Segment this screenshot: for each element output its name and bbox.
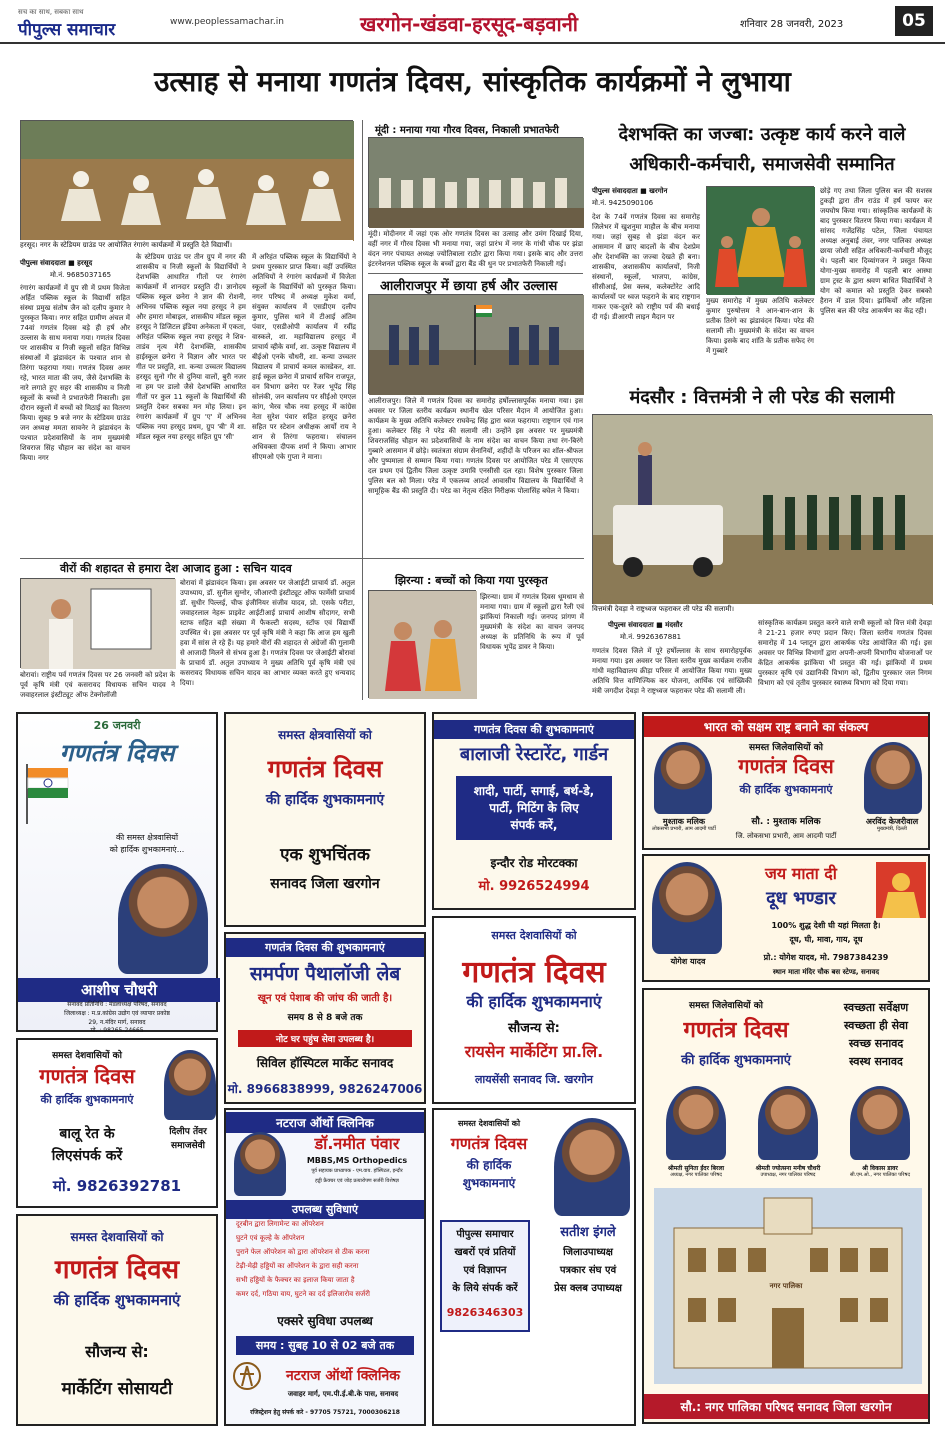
story-column: गणतंत्र दिवस जिले में पूरे हर्षोल्लास के साथ समारोहपूर्वक मनाया गया। इस अवसर पर जिला स्तरीय मुख्य कार्यक्रम राजीव गांधी महाविद्यालय क्रीड़ा परिसर में आयोजित किया गया। मुख्य अतिथि वित्त वाणिज्यिक कर योजना, आर्थिक एवं सांख्यिकी मंत्री जगदीश देवड़ा ने राष्ट्रध्वज फहराकर परेड की सलामी ली। [592, 647, 752, 695]
ad-line: 100% शुद्ध देशी घी यहां मिलता है। [771, 921, 881, 930]
ad-title: गणतंत्र दिवस [450, 1134, 528, 1153]
ad-line: सनावद जिला खरगोन [270, 876, 380, 892]
ad-line: शुभकामनाएं [462, 1176, 516, 1190]
ad-script-title: गणतंत्र दिवस [59, 738, 175, 767]
parade-salute-photo [592, 414, 932, 604]
ad-line: की हार्दिक शुभकामनाएं [739, 783, 833, 796]
ad-mobile: मो. 9926524994 [478, 879, 590, 894]
ad-person-name: श्रीमती ज्योत्सना मनीष चौधरी [755, 1165, 821, 1172]
ad-title: गणतंत्र दिवस [683, 1018, 789, 1043]
ad-info: सनावद प्रतिनिधि : मंडलाध्यक्ष परिषद, सनावद [67, 1001, 167, 1008]
ad-person-name: मुश्ताक मलिक [662, 817, 706, 826]
ad-aap [642, 712, 930, 850]
ad-line: की हार्दिक शुभकामनाएं [40, 1093, 134, 1106]
ad-title: रायसेन मार्केटिंग प्रा.लि. [464, 1042, 604, 1061]
ad-line: प्रो.: योगेश यादव, मो. 7987384239 [763, 953, 889, 962]
ad-line: पीपुल्स समाचार [456, 1229, 514, 1240]
ad-feature: पुराने फेल ऑपरेशन को द्वारा ऑपरेशन से ठीक करना [236, 1248, 370, 1256]
ad-line: एक शुभचिंतक [280, 845, 370, 865]
ad-person-name: श्री विकास डावर [862, 1165, 898, 1172]
reporter-byline: पीपुल्स संवाददाता ■ हरसूद [20, 259, 93, 267]
ad-line: नोट घर पहुंच सेवा उपलब्ध है। [238, 1030, 412, 1047]
ad-line: समस्त देशवासियों को [491, 929, 577, 942]
portrait-image [654, 742, 712, 814]
nataraja-logo-icon [232, 1360, 262, 1392]
ad-line: की हार्दिक शुभकामनाएं [265, 792, 385, 808]
ad-line: सौ. : मुश्ताक मलिक [751, 817, 821, 827]
portrait-image [666, 1086, 726, 1160]
ad-line: गणतंत्र दिवस की शुभकामनाएं [226, 938, 424, 957]
ad-feature: टेढ़ी-मेढ़ी हड्डियों का ऑपरेशन के द्वारा सही करना [236, 1262, 359, 1270]
ad-line: स्वच्छता सर्वेक्षण [843, 1001, 909, 1014]
story-subhead: झिरन्या : बच्चों को किया गया पुरस्कृत [395, 574, 548, 587]
ad-line: नटराज ऑर्थो क्लिनिक [226, 1112, 424, 1133]
ad-name: आशीष चौधरी [18, 978, 220, 1002]
section-title: खरगोन-खंडवा-हरसूद-बड़वानी [360, 12, 578, 36]
award-scene-icon [369, 591, 477, 699]
ad-line: पूर्व सहायक प्राध्यापक - एम.वाय. हॉस्पिटल, इन्दौर [311, 1168, 403, 1174]
jeep-parade-icon [593, 415, 933, 605]
portrait-image [554, 1118, 630, 1216]
story-column: के स्टेडियम ग्राउंड पर तीन ग्रुप में नगर की शासकीय व निजी स्कूलों के विद्यार्थियों ने देशभक्ति आधारित गीतों पर रंगारंग कार्यक्रमों में शानदार प्रस्तुति दी। ज्ञानोदय पब्लिक स्कूल छनेरा ने ज्ञान की रोशनी, अभिनव पब्लिक स्कूल नया हरसूद ने हम और हमारा मोबाइल, शासकीय मॉडल स्कूल हरसूद ने डिजिटल इंडिया अनेकता में एकता, अरिहंत पब्लिक स्कूल नया हरसूद ने शिव-ताडंव नृत्य मेरी देशभक्ति, शासकीय हाईस्कूल छनेरा ने विज्ञान और भारत पर गीत पर प्रस्तुति, शा. कन्या उच्चतर विद्यालय हरसूद सुनो गौर से दुनिया वालों, बुरी नजर ना हम पर डालो जैसे देशभक्ति आधारित गीतों पर कुल 11 स्कूलों के विद्यार्थियों की प्रस्तुति देकर सबका मन मोह लिया। इन रंगारंग कार्यक्रमों में ग्रुप 'ए' में अभिनव पब्लिक नया हरसूद प्रथम, ग्रुप 'बी' में शा. मॉडल स्कूल नया हरसूद सहित ग्रुप 'सी' [136, 253, 246, 441]
reporter-byline: पीपुल्स संवाददाता ■ मंदसौर [608, 621, 683, 629]
story-subhead: मूंदी : मनाया गया गौरव दिवस, निकाली प्रभातफेरी [375, 125, 559, 136]
ad-line: हड्डी फ्रैक्चर एवं जोड़ प्रत्यारोपण सर्जरी विशेषज्ञ [315, 1178, 399, 1184]
ad-satish-ingle [432, 1108, 636, 1426]
ad-person-role: मुख्यमंत्री, दिल्ली [877, 826, 907, 832]
ad-greeting: की समस्त क्षेत्रवासियों [115, 833, 179, 842]
ad-line: गणतंत्र दिवस की शुभकामनाएं [434, 720, 634, 739]
photo-caption: वित्तमंत्री देवड़ा ने राष्ट्रध्वज फहराकर ली परेड की सलामी। [592, 604, 932, 614]
ad-person-name: श्रीमती सुनिता ईंदर बिरला [667, 1165, 725, 1172]
ad-person-role: लोकसभा प्रभारी, आम आदमी पार्टी [652, 826, 716, 832]
ad-line: सिविल हॉस्पिटल मार्केट सनावद [256, 1056, 394, 1070]
story-subhead: वीरों की शहादत से हमारा देश आजाद हुआ : सचिन यादव [60, 562, 292, 575]
ad-title: गणतंत्र दिवस [39, 1064, 135, 1088]
reporter-mobile: मो.नं. 9425090106 [592, 199, 654, 207]
ad-person-name: सतीश इंगले [560, 1225, 616, 1240]
ad-line: MBBS,MS Orthopedics [306, 1156, 408, 1165]
goddess-image-icon [876, 862, 926, 918]
ad-line: स्वच्छता ही सेवा [843, 1019, 909, 1032]
portrait-image [118, 864, 208, 974]
ad-feature: कमर दर्द, गठिया वाय, घुटने का दर्द इलिजारोव सर्जरी [236, 1290, 370, 1298]
dance-troupe-photo [706, 186, 814, 294]
ad-person-role: सी.एम.ओ., नगर पालिका परिषद [850, 1172, 910, 1178]
section-divider [368, 273, 583, 274]
ad-person-role: पत्रकार संघ एवं [559, 1265, 617, 1276]
story-column: सांस्कृतिक कार्यक्रम प्रस्तुत करने वाले सभी स्कूलों को वित्त मंत्री देवड़ा ने 21-21 हजार रुपए प्रदान किए। जिला स्तरीय गणतंत्र दिवस समारोह में 14 प्लाटून द्वारा आकर्षक परेड आयोजित की गई। इस अवसर पर विभिन्न विभागों द्वारा अपनी-अपनी विभागीय योजनाओं पर केंद्रित आकर्षक झांकिया भी प्रस्तुत की गई। झांकियों में प्रथम पुरस्कार कृषि एवं उद्यानिकी विभाग को, द्वितीय पुरस्कार जल निगम विभाग को एवं तृतीय पुरस्कार स्वास्थ्य विभाग को दिया गया। [758, 619, 932, 687]
ad-natraj-ortho [224, 1108, 426, 1426]
ad-line: एवं विज्ञापन [463, 1265, 507, 1276]
story-column: छोड़े गए तथा जिला पुलिस बल की सशस्त्र टुकड़ी द्वारा तीन राउंड में हर्ष फायर कर जयघोष किया गया। सांस्कृतिक कार्यक्रमों के बाद पुरस्कार वितरण किया गया। कार्यक्रम में सांसद गजेंद्रसिंह पटेल, जिला पंचायत अध्यक्ष अनुबाई तंवर, नगर पालिका अध्यक्ष छाया जोशी सहित अधिकारी-कर्मचारी मौजूद थे। पहली बार दिव्यांगजन ने प्रस्तुत किया योगा-मुख्य समारोह में पहली बार आस्था ग्राम ट्रस्ट के द्वारा श्रवण बाधित विद्यार्थियों ने योग को कमाल को प्रस्तुति देकर सबको हैरान में डाल दिया। झांकियों और महिला पुलिस बल की परेड आकर्षण का केंद्र रही। [820, 187, 932, 315]
procession-icon [369, 138, 584, 228]
ad-line: एक्सरे सुविधा उपलब्ध [277, 1314, 373, 1328]
ad-address: जवाहर मार्ग, एम.पी.ई.बी.के पास, सनावद [287, 1390, 399, 1398]
ad-line: इन्दौर रोड मोरटक्का [490, 856, 578, 870]
ad-mobile: मो. : 98265-24665 [90, 1027, 144, 1034]
ad-title: दूध भण्डार [766, 888, 836, 909]
logo-text: पीपुल्स समाचार [18, 20, 116, 40]
ad-mobile: 9826346303 [446, 1306, 524, 1319]
ad-person-name: दिलीप तेंवर [169, 1127, 207, 1137]
story-subhead: आलीराजपुर में छाया हर्ष और उल्लास [380, 279, 558, 294]
ad-line: खून एवं पेशाब की जांच की जाती है। [257, 993, 393, 1004]
story-column: बोरावां में झंडावंदन किया। इस अवसर पर जेआईटी प्राचार्य डॉ. अतुल उपाध्याय, डॉ. सुनील सुग्नोर, जीआरपी इंस्टीट्यूट ऑफ फार्मेसी प्राचार्य डॉ. सुधीर पिल्लई, चीफ इंजीनियर संजीव यादव, प्रो. एसके परीटा, जवाहरलाल नेहरू प्राइवेट आईटीआई प्राचार्य आशीष सौदागर, सभी स्टाफ सहित बड़ी संख्या में फैकल्टी सदस्य, स्टॉफ एवं विद्यार्थी उपस्थित थे। इस अवसर पर पूर्व कृषि मंत्री ने कहा कि आज हम खुली हवा में सांस ले रहे हैं। यह हमारे वीरों की शहादत से अंग्रेजों की गुलामी से आजादी मिलने से संभव हुआ है। गणतंत्र दिवस पर जेआईटी बोरावां के प्राचार्य डॉ. अतुल उपाध्याय ने मुख्य अतिथि पूर्व कृषि मंत्री एवं कसरावद विधायक सचिन यादव का आभार व्यक्त करते हुए धन्यवाद दिया। [180, 579, 355, 687]
ad-line: लिएसंपर्क करें [51, 1148, 123, 1164]
ad-marketing-society [16, 1214, 218, 1426]
story-text: आलीराजपुर। जिले में गणतंत्र दिवस का समारोह हर्षोल्लासपूर्वक मनाया गया। इस अवसर पर जिला स्तरीय कार्यक्रम स्थानीय खेल परिसर मैदान में आयोजित हुआ। कार्यक्रम के मुख्य अतिथि कलेक्टर राघवेन्द्र सिंह द्वारा ध्वज फहराया। राष्ट्रगान एवं गान हुआ। कलेक्टर सिंह ने परेड की सलामी ली। उन्होंने इस अवसर पर मुख्यमंत्री शिवराजसिंह चौहान का प्रदेशवासियों के नाम संदेश का वाचन किया तथा रंग-बिरंगे गुब्बारे आसमान में छोड़े। स्वतंत्रता संग्राम सेनानियों, शहीदों के परिजन का शॉल-श्रीफल और पुष्पमाला से सम्मान किया गया। गणतंत्र दिवस पर आयोजित परेड में एसएएफ दल प्रथम एवं द्वितीय जिला उत्कृष्ट उमावि एनसीसी दल रहा। विशेष पुरस्कार जिला पुलिस बल को मिला। परेड में एकलव्य आदर्श आवासीय विद्यालय के विद्यार्थियों ने सामूहिक बैंड की प्रस्तुति दी। परेड का नेतृत्व रक्षित निरीक्षक पोलासिंह बघेल ने किया। [368, 397, 583, 495]
story-column: मुख्य समारोह में मुख्य अतिथि कलेक्टर कुमार पुरुषोत्तम ने आन-बान-शान के प्रतीक तिरंगे का झंडावंदन किया। परेड की सलामी ली। मुख्यमंत्री के संदेश का वाचन किया। इसके बाद शांति के प्रतीक सफेद रंग में गुब्बारे [706, 297, 814, 355]
ad-line: दूध, घी, मावा, गाय, दूध [789, 935, 863, 944]
ad-title: गणतंत्र दिवस [267, 755, 383, 783]
ad-line: की हार्दिक शुभकामनाएं [681, 1053, 791, 1068]
ad-line: समय 8 से 8 बजे तक [287, 1013, 363, 1023]
story-column: रंगारंग कार्यक्रमों में ग्रुप सी में प्रथम विजेता अर्हित पब्लिक स्कूल के विद्यार्थी सहित संस्था प्रमुख संतोष जैन को दलीप कुमार ने पुरस्कृत किया। नगर सहित ग्रामीण अंचल में 74वां गणतंत्र दिवस बड़े ही हर्ष और उल्लास के साथ मनाया गया। गणतंत्र दिवस पर शासकीय व निजी स्कूलों सहित विभिन्न संस्थाओं में झंडावंदन के पश्चात शान से तिरंगा फहराया गया। गणतंत्र दिवस अमर रहे, भारत माता की जय, जैसे देशभक्ति के नारे लगाते हुए सहर की शासकीय व निजी स्कूलों के बच्चों ने प्रभातफेरी निकाली। इस दौरान स्कूलों में बच्चों को मिठाई का वितरण किया। सुबह 9 बजे नगर के स्टेडियम ग्राउंड जन अध्यक्ष ममता सावनेर ने झंडावंदन के पश्चात प्रदेशवासियों के नाम मुख्यमंत्री शिवराज सिंह चौहान का संदेश का वाचन किया। नगर [20, 284, 130, 462]
reporter-mobile: मो.नं. 9685037165 [50, 271, 112, 279]
parade-icon [369, 295, 584, 395]
dance-performance-photo [20, 120, 353, 240]
ad-line: सौजन्य से: [85, 1342, 149, 1361]
ad-line: समस्त जिलेवासियों को [688, 1001, 764, 1011]
ad-person-name: अरविंद केजरीवाल [865, 817, 919, 826]
ad-person-role: प्रेस क्लब उपाध्यक्ष [554, 1283, 622, 1294]
ad-title: समर्पण पैथालॉजी लेब [249, 963, 401, 985]
ad-title: जय माता दी [765, 864, 837, 883]
flag-hoisting-photo [368, 294, 583, 394]
section-divider [20, 558, 584, 559]
ad-title: गणतंत्र दिवस [738, 754, 834, 778]
ad-line: संपर्क करें, [510, 818, 558, 832]
ad-line: स्वस्थ सनावद [849, 1055, 903, 1068]
ad-title: गणतंत्र दिवस [54, 1255, 180, 1285]
ad-jay-mata-di [642, 854, 930, 982]
ad-feature: सभी हड्डियों के फैक्चर का इलाज किया जाता है [236, 1276, 355, 1284]
ad-line: समस्त जिलेवासियों को [748, 743, 824, 753]
main-headline: उत्साह से मनाया गणतंत्र दिवस, सांस्कृतिक कार्यक्रमों ने लुभाया [154, 65, 791, 98]
ad-line: बालू रेत के [59, 1126, 115, 1142]
tricolour-flag-icon [24, 764, 70, 824]
building-signboard: नगर पालिका [769, 1282, 803, 1290]
ad-mobile: रजिस्ट्रेशन हेतु संपर्क करे - 97705 75721, 7000306218 [250, 1409, 400, 1416]
ad-line: की हार्दिक शुभकामनाएं [466, 992, 602, 1011]
reporter-mobile: मो.नं. 9926367881 [620, 633, 682, 641]
ad-line: समस्त क्षेत्रवासियों को [278, 728, 372, 742]
ad-person-role: उपाध्यक्ष, नगर पालिका परिषद [760, 1172, 816, 1178]
ad-title: बालाजी रेस्टारेंट, गार्डन [459, 744, 609, 765]
ad-line: की हार्दिक शुभकामनाएं [53, 1291, 181, 1309]
story-column: देश के 74वें गणतंत्र दिवस का समारोह जिलेभर में खुशनुमा माहौल के बीच मनाया गया। जहां सुबह से झंडा वंदन कर आसमान में छाए बादलों के बीच देशप्रेम और देशभक्ति का जज्बा देखते ही बना। शासकीय, अशासकीय कार्यालयों, निजी संस्थानों, स्कूलों, भाजपा, कांग्रेस, सीसीआई, प्रेस क्लब, कलेक्टोरेट आदि कार्यालयों पर ध्वज फहराने के बाद राष्ट्रगान गाकर एक-दूसरे को राष्ट्रीय पर्व की बधाई दी गई। डीआरपी लाइन मैदान पर [592, 213, 700, 321]
portrait-image [652, 862, 722, 954]
website-url: www.peoplessamachar.in [170, 17, 284, 27]
ad-mobile: मो. 9826392781 [52, 1177, 182, 1195]
ad-date: 26 जनवरी [93, 719, 141, 732]
ad-title: गणतंत्र दिवस [462, 955, 606, 990]
ad-mobile: मो. 8966838999, 9826247006 [227, 1082, 423, 1096]
photo-caption: बोरावां। राष्ट्रीय पर्व गणतंत्र दिवस पर 26 जनवरी को प्रदेश के पूर्व कृषि मंत्री एवं कसरावद विधायक सचिन यादव ने जवाहरलाल इंस्टीट्यूट ऑफ टेक्नोलॉजी [20, 671, 175, 699]
portrait-image [850, 1086, 910, 1160]
ad-line: समस्त देशवासियों को [52, 1051, 122, 1061]
ad-title: डॉ.नमीत पंवार [314, 1134, 400, 1153]
ad-person-role: अध्यक्ष, नगर पालिका परिषद [670, 1172, 722, 1178]
ad-dilip-tenwar [16, 1038, 218, 1208]
dance-scene-icon [21, 121, 354, 241]
issue-date: शनिवार 28 जनवरी, 2023 [740, 19, 844, 30]
portrait-image [234, 1132, 286, 1196]
ad-line: भारत को सक्षम राष्ट्र बनाने का संकल्प [644, 716, 928, 737]
story-text: मूंदी। मोदीनगर में जहां एक ओर गणतंत्र दिवस का उत्साह और उमंग दिखाई दिया, वहीं नगर में गौरव दिवस भी मनाया गया, जहां प्रारंभ में नगर के गांधी चौक पर झंडा वंदन नगर पंचायत अध्यक्ष ज्योतिबाला राठौर द्वारा किया गया। इसके बाद और उत्तरा इंटरनेशनल पब्लिक स्कूल के बच्चों द्वारा बैंड की धुन पर प्रभातफेरी निकाली गई। [368, 230, 583, 268]
ad-person-name: योगेश यादव [670, 957, 706, 966]
ad-balaji-restaurant [432, 712, 636, 910]
ad-feature: घुटने एवं कूल्हे के ऑपरेशन [236, 1234, 305, 1242]
ad-line: के लिये संपर्क करें [452, 1283, 518, 1294]
ad-banner [456, 776, 612, 840]
masthead [0, 0, 945, 44]
ad-person-role: समाजसेवी [171, 1141, 205, 1151]
ad-info: जिलाध्यक्ष : म.प्र.कांग्रेस उद्योग एवं व्यापार प्रकोष्ठ [64, 1010, 170, 1017]
photo-caption: हरसूद। नगर के स्टेडियम ग्राउंड पर आयोजित रंगारंग कार्यक्रमों में प्रस्तुति देते विद्यार्थी। [20, 240, 353, 250]
ad-line: समय : सुबह 10 से 02 बजे तक [236, 1336, 414, 1355]
ad-line: शादी, पार्टी, सगाई, बर्थ-डे, [473, 784, 595, 798]
ad-line: की हार्दिक [466, 1158, 512, 1172]
ad-footer: सौ.: नगर पालिका परिषद सनावद जिला खरगोन [644, 1394, 928, 1419]
award-photo [368, 590, 476, 698]
ad-line: समस्त देशवासियों को [457, 1119, 521, 1128]
ad-address: 29, न.मंदिर मार्ग, सनावद [88, 1019, 146, 1026]
story-headline: मंदसौर : वित्तमंत्री ने ली परेड की सलामी [629, 387, 895, 408]
ad-raysen-marketing [432, 916, 636, 1104]
ad-line: उपलब्ध सुविधाएं [226, 1200, 424, 1219]
newspaper-logo [18, 8, 115, 40]
ad-line: खबरों एवं प्रतियों [454, 1247, 516, 1258]
ad-feature: दूरबीन द्वारा लिगामेन्ट का ऑपरेशन [236, 1220, 324, 1228]
story-text: झिरन्या। ग्राम में गणतंत्र दिवस धूमधाम से मनाया गया। ग्राम में स्कूलों द्वारा रैली एवं झांकियां निकाली गई। जनपद प्रांगण में मुख्यमंत्री के संदेश का वाचन जनपद अध्यक्ष के प्रतिनिधि के रूप में पूर्व विधायक भूपेंद्र डावर ने किया। [480, 593, 584, 651]
story-headline: देशभक्ति का जज्बा: उत्कृष्ट कार्य करने वाले अधिकारी-कर्मचारी, समाजसेवी सम्मानित [618, 124, 906, 175]
portrait-image [758, 1086, 818, 1160]
ad-samarpan-pathology [224, 932, 426, 1104]
ad-greeting: को हार्दिक शुभकामनाएं... [109, 845, 185, 854]
tribute-scene-icon [21, 579, 176, 669]
ad-line: पार्टी, मिटिंग के लिए [489, 801, 579, 815]
ad-title: नटराज ऑर्थो क्लिनिक [285, 1368, 401, 1384]
ad-shubhchintak [224, 712, 426, 927]
ad-ashish-choudhary [16, 712, 218, 1032]
ad-line: स्थान माता मंदिर चौक बस स्टेण्ड, सनावद [772, 968, 880, 976]
ad-line: स्वच्छ सनावद [848, 1037, 904, 1050]
page-number: 05 [895, 6, 933, 36]
ad-line: जि. लोकसभा प्रभारी, आम आदमी पार्टी [735, 832, 837, 840]
ad-line: सौजन्य से: [508, 1021, 560, 1036]
portrait-image [164, 1050, 216, 1120]
ad-person-role: जिलाउपाध्यक्ष [563, 1247, 613, 1258]
ad-title: मार्केटिंग सोसायटी [61, 1379, 173, 1399]
folk-dancers-icon [707, 187, 815, 295]
column-divider [362, 570, 363, 700]
portrait-image [864, 742, 922, 814]
reporter-byline: पीपुल्स संवाददाता ■ खरगोन [592, 187, 668, 195]
ad-line: समस्त देशवासियों को [70, 1230, 164, 1244]
ad-nagar-palika [642, 988, 930, 1424]
story-column: में अरिहंत पब्लिक स्कूल के विद्यार्थियों ने प्रथम पुरस्कार प्राप्त किया। वहीं उपस्थित अतिथियों ने रंगारंग कार्यक्रमों में विजेता स्कूलों के विद्यार्थियों को पुरस्कृत किया। नगर परिषद में अध्यक्ष मुकेश वर्मा, संयुक्त कार्यालय में एसडीएम दलीप कुमार, पुलिस थाने में टीआई अंतिम पंवार, एसडीओपी कार्यालय में रवींद्र वास्कले, शा. महाविद्यालय हरसूद में प्राचार्य व्हीके वर्मा, शा. उत्कृष्ट विद्यालय में बीईओ एनके चौधरी, शा. कन्या उच्चतर विद्यालय में प्राचार्य कमल कास्डेकर, शा. हाई स्कूल छनेरा में प्राचार्य सचिन राजपूत, वन विभाग छनेरा पर रेंजर भूपेंद्र सिंह सोलंकी, जन कार्यालय पर सीईओ एमएल कांग, भैरव चौक नया हरसूद में कांग्रेस नेता सुरेश पंवार सहित हरसूद छनेरा सहित पर स्टेशन अधीक्षक आर्यो राय ने शान से तिरंगा फहराया। संचालन अधिवक्ता दीपक शर्मा ने किया। आभार सीएमओ एके गुप्ता ने माना। [252, 253, 356, 461]
logo-tagline: सच का साथ, सबका साथ [18, 8, 84, 16]
prabhat-pheri-photo [368, 137, 583, 227]
tribute-photo [20, 578, 175, 668]
ad-line: लायसेंसी सनावद जि. खरगोन [474, 1073, 594, 1086]
